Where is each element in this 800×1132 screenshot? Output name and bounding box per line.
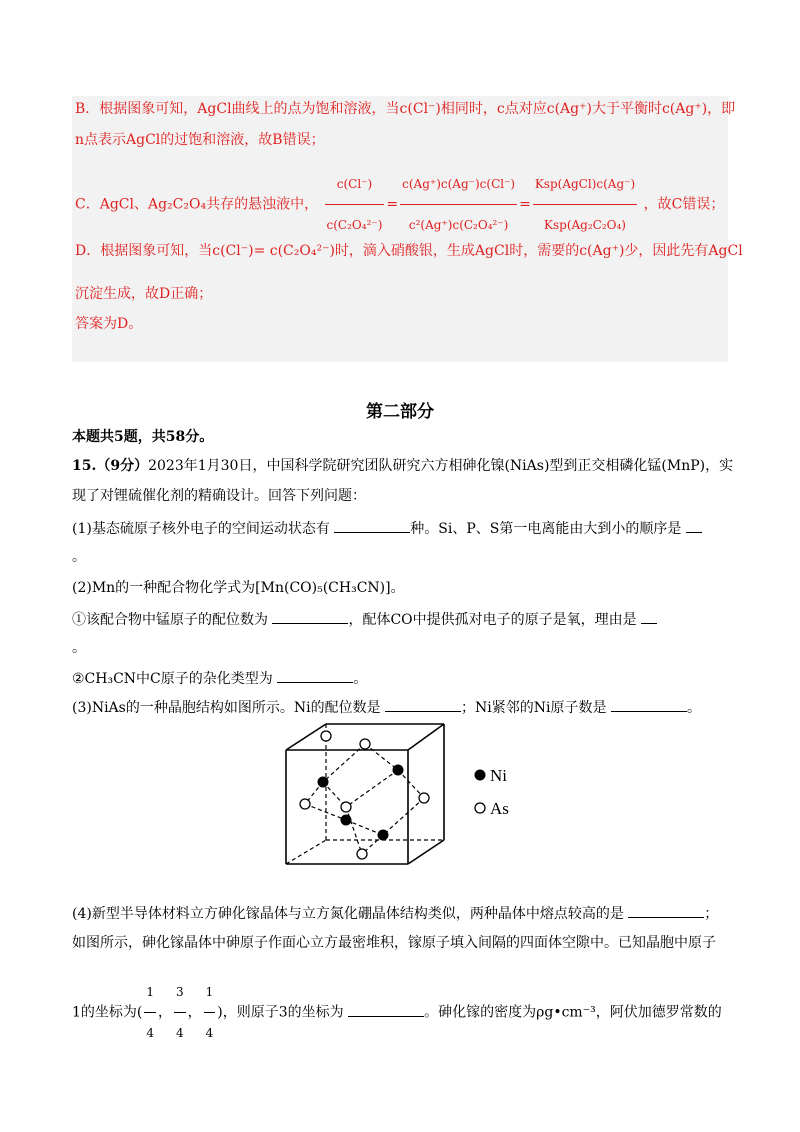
fraction-3: $\frac{\text{Ksp(AgCl)c(Ag⁻)}}{\text{Ksp(Ag₂C₂O₄)}}$: [533, 164, 637, 245]
as-legend-icon: [475, 803, 485, 813]
q15-part2: (2)Mn的一种配合物化学式为[Mn(CO)₅(CH₃CN)]。: [72, 580, 405, 596]
legend-as-label: As: [490, 799, 509, 818]
answer-blank[interactable]: [385, 697, 461, 712]
q15-part1: (1)基态硫原子核外电子的空间运动状态有 种。Si、P、S第一电离能由大到小的顺序是: [72, 518, 702, 538]
answer-blank[interactable]: [277, 668, 353, 683]
q15-part4-line1: (4)新型半导体材料立方砷化镓晶体与立方氮化硼晶体结构类似，两种晶体中熔点较高的是 ；: [72, 903, 718, 923]
option-c-suffix: ，故C错误；: [643, 196, 725, 213]
q15-intro-line2: 现了对锂硫催化剂的精确设计。回答下列问题：: [72, 488, 366, 504]
coord-fraction-2: $\frac{3}{4}$: [174, 972, 186, 1053]
q15-part2-sub1-end: 。: [72, 640, 86, 656]
answer-option-d-line2: 沉淀生成，故D正确；: [75, 286, 213, 302]
q15-part1-end: 。: [72, 549, 86, 565]
coord-fraction-1: $\frac{1}{4}$: [144, 972, 156, 1053]
answer-option-d-line1: D．根据图象可知，当c(Cl⁻)= c(C₂O₄²⁻)时，滴入硝酸银，生成AgCl时，需要的c(Ag⁺)少，因此先有AgCl: [75, 243, 743, 259]
answer-blank[interactable]: [686, 518, 702, 533]
coord-fraction-3: $\frac{1}{4}$: [204, 972, 216, 1053]
q15-intro-line1: 15.（9分）2023年1月30日，中国科学院研究团队研究六方相砷化镍(NiAs)型到正交相磷化锰(MnP)，实: [72, 458, 734, 474]
answer-blank[interactable]: [334, 518, 410, 533]
ni-legend-icon: [475, 770, 486, 781]
part-description: 本题共5题，共58分。: [72, 429, 214, 445]
q15-part2-sub2: ②CH₃CN中C原子的杂化类型为 。: [72, 668, 367, 688]
q15-part4-line2: 如图所示，砷化镓晶体中砷原子作面心立方最密堆积，镓原子填入间隔的四面体空隙中。已知晶胞中原子: [72, 935, 716, 951]
q15-part4-line3: 1的坐标为( $\frac{1}{4}$ ， $\frac{3}{4}$ ， $\frac{1}{4}$ )，则原子3的坐标为 。砷化镓的密度为ρg•cm⁻³，阿伏加德罗常数的: [72, 972, 722, 1012]
answer-blank[interactable]: [641, 609, 657, 624]
answer-blank[interactable]: [611, 697, 687, 712]
option-c-prefix: C．AgCl、Ag₂C₂O₄共存的悬浊液中，: [75, 196, 319, 213]
part-title: 第二部分: [366, 402, 434, 422]
q15-part2-sub1: ①该配合物中锰原子的配位数为 ，配体CO中提供孤对电子的原子是氧，理由是: [72, 609, 657, 629]
fraction-1: $\frac{c(Cl^-)}{\text{c(C₂O₄²⁻)}}$: [325, 164, 385, 245]
answer-blank[interactable]: [272, 609, 348, 624]
legend-ni-label: Ni: [490, 766, 507, 785]
nias-unit-cell-diagram: [278, 722, 518, 872]
fraction-2: $\frac{c(Ag^+)c(Ag^-)c(Cl^-)}{\text{c²(Ag⁺)c(C₂O₄²⁻)}}$: [400, 164, 517, 245]
answer-option-b-line1: B．根据图象可知，AgCl曲线上的点为饱和溶液，当c(Cl⁻)相同时，c点对应c(Ag⁺)大于平衡时c(Ag⁺)，即: [75, 101, 736, 117]
answer-blank[interactable]: [628, 903, 704, 918]
q15-part3: (3)NiAs的一种晶胞结构如图所示。Ni的配位数是 ；Ni紧邻的Ni原子数是 。: [72, 697, 701, 717]
answer-option-c: [75, 164, 725, 232]
answer-option-b-line2: n点表示AgCl的过饱和溶液，故B错误；: [75, 132, 325, 148]
answer-conclusion: 答案为D。: [75, 316, 143, 332]
question-number: 15.（9分）: [72, 458, 149, 474]
answer-blank[interactable]: [348, 1002, 424, 1017]
